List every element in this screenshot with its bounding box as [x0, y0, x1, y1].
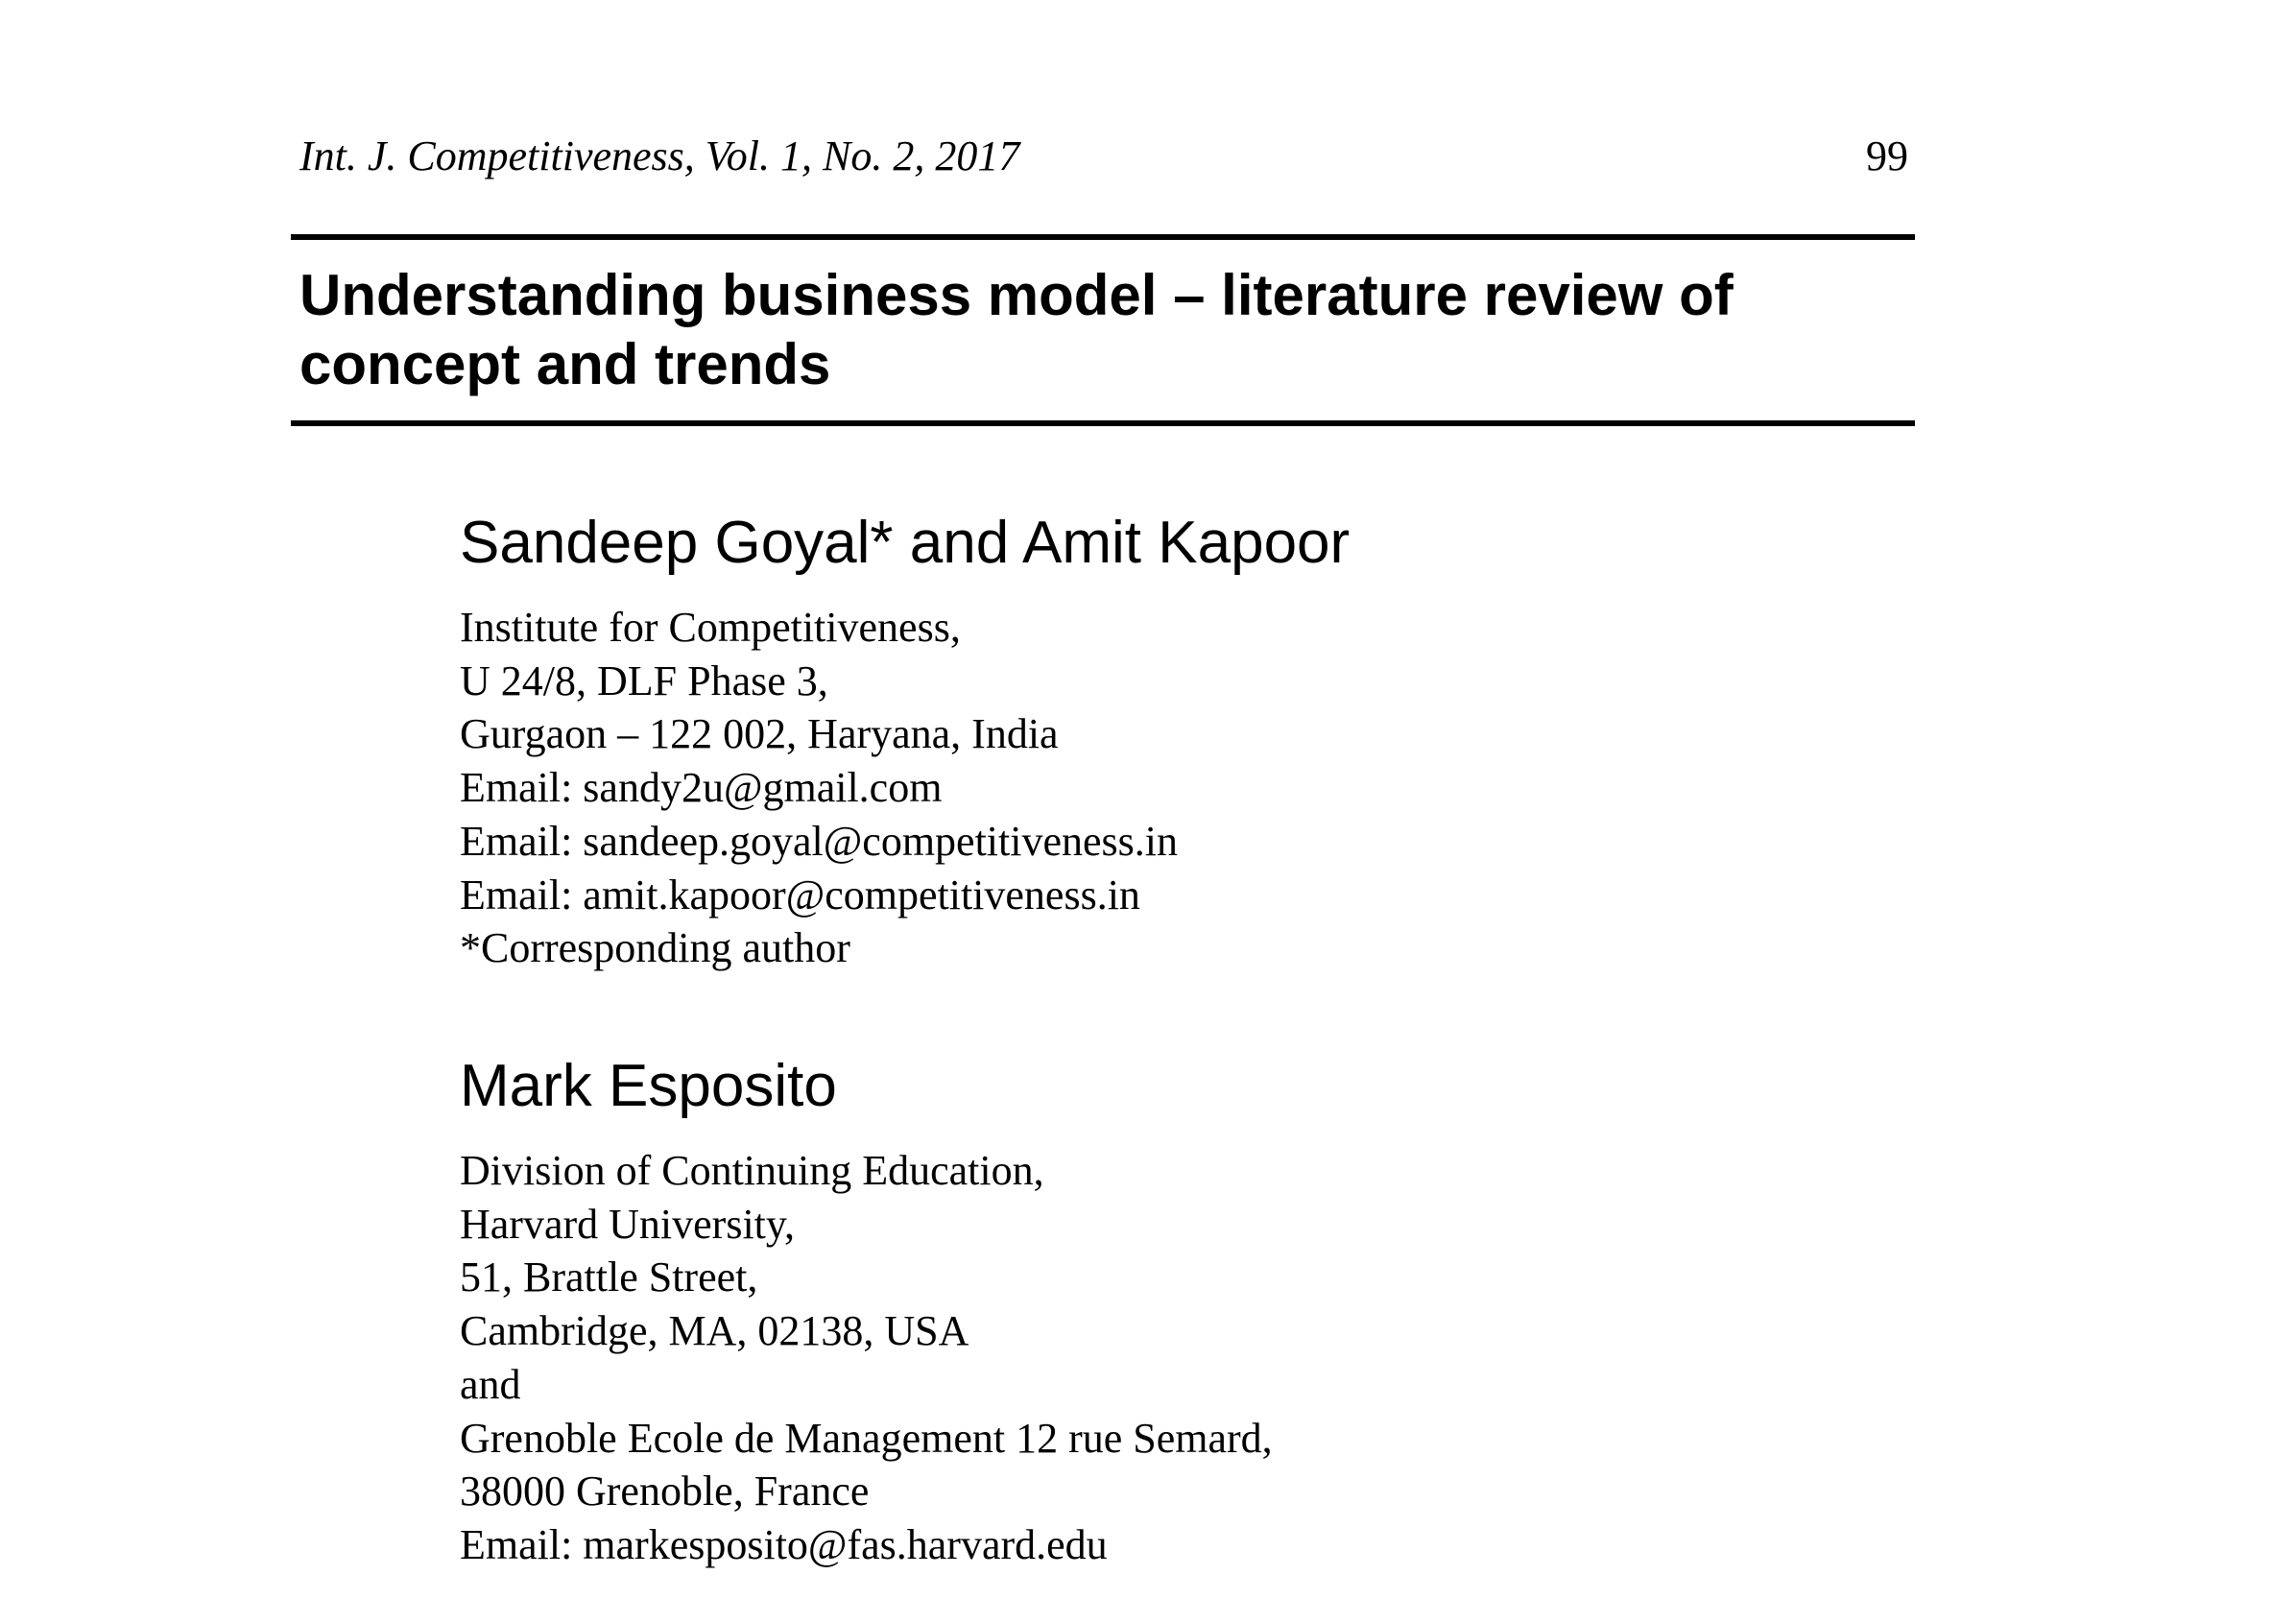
- affiliation-line: Institute for Competitiveness,: [460, 604, 961, 651]
- affiliation-line: Cambridge, MA, 02138, USA: [460, 1307, 969, 1355]
- affiliation-line: Grenoble Ecole de Management 12 rue Semard,: [460, 1414, 1273, 1462]
- email-line: Email: sandeep.goyal@competitiveness.in: [460, 817, 1178, 865]
- journal-reference: Int. J. Competitiveness, Vol. 1, No. 2, 2017: [299, 132, 1020, 179]
- affiliation-line: Division of Continuing Education,: [460, 1147, 1044, 1194]
- email-line: Email: markesposito@fas.harvard.edu: [460, 1520, 1108, 1568]
- article-title-line-1: Understanding business model – literature review of: [299, 263, 1734, 327]
- affiliation-line: Harvard University,: [460, 1200, 796, 1248]
- article-title-line-2: concept and trends: [299, 332, 831, 396]
- author-group-1: [460, 507, 1900, 975]
- article-title: [299, 261, 1912, 399]
- page-number: 99: [1866, 132, 1908, 179]
- affiliation-line: Gurgaon – 122 002, Haryana, India: [460, 710, 1059, 758]
- corresponding-author-note: *Corresponding author: [460, 924, 850, 972]
- affiliation-address: [460, 1144, 1900, 1572]
- email-line: Email: sandy2u@gmail.com: [460, 764, 943, 812]
- email-line: Email: amit.kapoor@competitiveness.in: [460, 871, 1140, 919]
- affiliation-line: 38000 Grenoble, France: [460, 1468, 870, 1515]
- affiliation-line: and: [460, 1360, 521, 1408]
- affiliation-address: [460, 601, 1900, 975]
- affiliation-line: U 24/8, DLF Phase 3,: [460, 656, 828, 704]
- author-names: Sandeep Goyal* and Amit Kapoor: [460, 510, 1351, 576]
- title-rule-top: [291, 234, 1915, 240]
- title-rule-bottom: [291, 420, 1915, 426]
- author-names: Mark Esposito: [460, 1053, 837, 1119]
- affiliation-line: 51, Brattle Street,: [460, 1253, 758, 1301]
- author-group-2: [460, 1050, 1900, 1572]
